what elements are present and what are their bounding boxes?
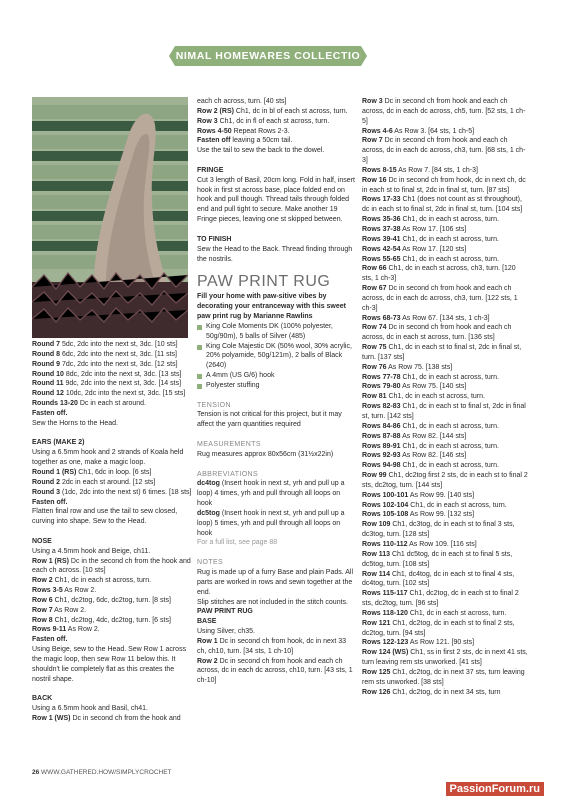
row-text: Ch1, ss in first 2 sts, dc in next 41 sts, turn leaving rem sts unworked. [41 sts] — [362, 649, 528, 667]
row-text: Dc in second ch from hook and each ch across, dc in each dc across, ch5, turn. [52 sts, 1 ch-5] — [362, 98, 526, 125]
instruction-line — [362, 402, 528, 422]
row-text: Dc in second ch from hook and each ch across, dc in each st across, turn. [136 sts] — [362, 324, 512, 342]
row-text: As Row 75. [140 sts] — [400, 383, 467, 391]
instruction-line — [362, 550, 528, 570]
row-text: As Row 7. [84 sts, 1 ch-3] — [396, 166, 478, 174]
instruction-line — [362, 609, 528, 619]
instruction-line — [32, 379, 192, 389]
row-text: Ch1, dc in each st across, turn. — [386, 393, 485, 401]
row-label: Round 2 — [32, 478, 60, 486]
row-text: (1dc, 2dc into the next st) 6 times. [18 sts] — [60, 488, 192, 496]
row-text: Repeat Rows 2-3. — [231, 127, 290, 135]
row-label: Round 11 — [32, 380, 64, 388]
section-banner: ANIMAL HOMEWARES COLLECTION — [175, 46, 361, 66]
instruction-line — [362, 323, 528, 343]
instruction-line — [32, 478, 192, 488]
row-label: Rows 39-41 — [362, 235, 401, 243]
instruction-line — [32, 370, 192, 380]
instruction-line — [362, 225, 528, 235]
row-label: Row 8 — [32, 616, 53, 624]
row-label: Rows 77-78 — [362, 373, 401, 381]
instruction-line — [32, 576, 192, 586]
row-label: Round 3 — [32, 488, 60, 496]
material-item: A 4mm (US G/6) hook — [197, 371, 357, 381]
instruction-line — [32, 360, 192, 370]
row-text: As Row 75. [138 sts] — [386, 363, 453, 371]
instruction-line — [362, 520, 528, 540]
row-label: Rows 84-86 — [362, 422, 401, 430]
row-label: Row 99 — [362, 472, 387, 480]
row-label: Rows 87-88 — [362, 432, 401, 440]
row-label: Rows 94-98 — [362, 462, 401, 470]
row-text: Dc in second ch from the hook and — [70, 715, 181, 723]
row-text: As Row 2. — [66, 626, 100, 634]
row-text: Dc in second ch from hook and each ch across, dc in each dc across, ch3, turn. [122 sts, 1 ch-3] — [362, 285, 518, 312]
row-text: Ch1, dc2tog, dc in next 37 sts, turn leaving rem sts unworked. [38 sts] — [362, 668, 525, 686]
instruction-line — [362, 215, 528, 225]
row-text: Dc in the second ch from the hook and each ch across. [10 sts] — [32, 557, 191, 575]
row-label: Round 8 — [32, 350, 60, 358]
materials-list — [197, 322, 357, 391]
row-label: Row 121 — [362, 619, 391, 627]
row-text: Ch1, dc in each st across, turn. — [400, 442, 499, 450]
row-label: Rows 37-38 — [362, 225, 401, 233]
instruction-line — [362, 638, 528, 648]
row-text: Using a 6.5mm hook and Basil, ch41. — [32, 705, 148, 713]
row-text: Ch1 (does not count as st throughout), dc in each st to final st, 2dc in final st, turn. [104 sts] — [362, 196, 523, 214]
instruction-line — [362, 373, 528, 383]
instruction-line — [362, 195, 528, 215]
row-text: Ch1, dc in each st across, turn. — [400, 216, 499, 224]
instruction-line — [362, 392, 528, 402]
row-label: Row 1 (WS) — [32, 715, 71, 723]
row-text: Ch1, dc in each st across, turn. — [400, 255, 499, 263]
instruction-line — [362, 255, 528, 265]
instruction-line — [362, 314, 528, 324]
row-text: Sew the Head to the Back. Thread finding through the nostrils. — [197, 245, 353, 263]
row-label: Row 3 — [197, 117, 218, 125]
abbr-dc4tog: dc4tog (Insert hook in next st, yrh and pull up a loop) 4 times, yrh and pull through all loops on hook — [197, 480, 345, 508]
row-text: Ch1, dc in each st across, turn. — [408, 501, 507, 509]
row-label: Fasten off. — [32, 498, 68, 506]
row-text: Dc in second ch from hook, dc in next 33 ch, ch10, turn. [34 sts, 1 ch-10] — [197, 637, 347, 655]
row-text: As Row 67. [134 sts, 1 ch-3] — [400, 314, 490, 322]
row-label: Fasten off. — [32, 636, 68, 644]
instruction-line — [362, 264, 528, 284]
row-text: As Row 121. [90 sts] — [408, 639, 475, 647]
instruction-line — [362, 284, 528, 314]
row-label: Row 2 — [32, 577, 53, 585]
row-text: leaving a 50cm tail. — [230, 137, 293, 145]
column-left — [32, 340, 192, 724]
section-heading: EARS (MAKE 2) — [32, 439, 85, 447]
instruction-line — [32, 468, 192, 478]
row-label: Row 67 — [362, 285, 387, 293]
instruction-line — [197, 117, 357, 127]
row-label: Row 7 — [32, 606, 53, 614]
row-text: Flatten final row and use the tail to sew closed, curving into shape. Sew to the Head. — [32, 508, 178, 526]
abbreviations-heading: ABBREVIATIONS — [197, 470, 259, 478]
instruction-line — [362, 176, 528, 196]
instruction-line — [362, 235, 528, 245]
row-label: Rows 4-50 — [197, 127, 232, 135]
instruction-line — [362, 363, 528, 373]
instruction-line — [32, 488, 192, 498]
instruction-line — [197, 127, 357, 137]
abbr-more-link[interactable]: For a full list, see page 88 — [197, 539, 278, 547]
row-label: Rows 68-73 — [362, 314, 401, 322]
row-text: Ch1, dc4tog, dc in each st to final 4 sts, dc4tog, turn. [102 sts] — [362, 570, 515, 588]
row-text: As Row 82. [146 sts] — [400, 452, 467, 460]
instruction-line — [32, 714, 192, 724]
row-text: Ch1, dc in each st across, turn. — [407, 609, 507, 617]
row-text: As Row 3. [64 sts, 1 ch-5] — [392, 127, 475, 135]
column-middle — [197, 97, 357, 686]
instruction-line — [197, 136, 357, 146]
instruction-line — [32, 606, 192, 616]
instruction-line — [32, 616, 192, 626]
instruction-line — [32, 635, 192, 645]
instruction-line — [197, 637, 357, 657]
instruction-line — [362, 166, 528, 176]
row-label: Row 16 — [362, 176, 387, 184]
row-label: Rows 79-80 — [362, 383, 401, 391]
row-text: Ch1, dc in each st to final st, 2dc in final st, turn. [142 sts] — [362, 403, 526, 420]
row-label: Row 81 — [362, 393, 387, 401]
row-text: Ch1, dc in each st to final st, 2dc in final st, turn. [137 sts] — [362, 344, 522, 361]
row-label: Row 1 — [197, 637, 218, 645]
instruction-line — [32, 399, 192, 409]
back-instructions — [197, 97, 357, 264]
base-heading: BASE — [197, 618, 217, 626]
instruction-line — [32, 340, 192, 350]
instruction-line — [362, 688, 528, 698]
row-text: Ch1, dc in each st across, ch3, turn. [120 sts, 1 ch-3] — [362, 265, 516, 283]
row-label: Round 7 — [32, 341, 60, 348]
row-label: Rows 105-108 — [362, 511, 409, 519]
section-heading: NOSE — [32, 537, 52, 545]
abbr-dc5tog: dc5tog (Insert hook in next st, yrh and pull up a loop) 5 times, yrh and pull through all loops on hook — [197, 509, 345, 537]
row-label: Fasten off. — [32, 409, 68, 417]
instruction-line — [362, 442, 528, 452]
instruction-line — [362, 501, 528, 511]
row-label: Rows 35-36 — [362, 216, 401, 224]
row-text: Ch1 dc5tog, dc in each st to final 5 sts, dc5tog, turn. [108 sts] — [362, 550, 513, 568]
row-label: Row 3 — [362, 98, 383, 105]
row-label: Row 109 — [362, 521, 391, 529]
instruction-line — [362, 97, 528, 127]
row-label: Row 2 (RS) — [197, 107, 234, 115]
instruction-line — [362, 668, 528, 688]
row-text: Ch1, dc2tog, dc in each st to final 2 sts, dc2tog, turn. [96 sts] — [362, 590, 519, 608]
row-text: 8dc, 2dc into the next st, 3dc. [13 sts] — [63, 370, 182, 378]
section-heading: FRINGE — [197, 166, 224, 174]
row-label: Rows 100-101 — [362, 491, 409, 499]
row-label: Rows 8-15 — [362, 166, 397, 174]
row-text: Ch1, dc2tog, 4dc, dc2tog, turn. [6 sts] — [52, 616, 171, 624]
row-text: Ch1, dc in each st across, turn. — [400, 235, 499, 243]
row-text: Dc in second ch from hook, dc in next ch, dc in each st to final st, 2dc in final st, turn. [87 sts] — [362, 176, 526, 194]
base-using: Using Silver, ch35. — [197, 628, 255, 636]
row-label: Round 9 — [32, 360, 60, 368]
row-text: As Row 99. [140 sts] — [408, 491, 475, 499]
row-label: Rows 3-5 — [32, 587, 63, 595]
material-item: King Cole Moments DK (100% polyester, 50g/90m), 5 balls of Silver (485) — [197, 322, 357, 342]
row-label: Rounds 13-20 — [32, 400, 78, 408]
instruction-line — [32, 389, 192, 399]
row-text: Ch1, dc in each st across, turn. — [400, 422, 499, 430]
instruction-line — [32, 498, 192, 508]
row-text: Dc in each st around. — [77, 400, 146, 408]
row-label: Row 113 — [362, 550, 391, 558]
row-text: As Row 109. [116 sts] — [407, 540, 477, 548]
measurements-text: Rug measures approx 80x56cm (31½x22in) — [197, 450, 334, 458]
row-label: Rows 89-91 — [362, 442, 401, 450]
notes-heading: NOTES — [197, 559, 224, 567]
row-text: Use the tail to sew the back to the dowel. — [197, 147, 325, 155]
instruction-line — [362, 451, 528, 461]
instruction-line — [362, 432, 528, 442]
row-label: Row 114 — [362, 570, 391, 578]
row-text: Using a 4.5mm hook and Beige, ch11. — [32, 547, 151, 555]
row-label: Rows 82-83 — [362, 403, 401, 411]
row-label: Rows 17-33 — [362, 196, 401, 204]
watermark: PassionForum.ru — [446, 782, 544, 796]
notes-2: Slip stitches are not included in the stitch counts. — [197, 598, 348, 606]
row-text: 7dc, 2dc into the next st, 3dc. [12 sts] — [60, 360, 178, 368]
row-text: Ch1, dc3tog, dc in each st to final 3 sts, dc3tog, turn. [128 sts] — [362, 521, 515, 539]
row-label: Row 66 — [362, 265, 387, 273]
row-label: Row 75 — [362, 344, 387, 352]
instruction-line — [362, 471, 528, 491]
instruction-line — [362, 510, 528, 520]
instruction-line — [197, 97, 357, 107]
instruction-line — [197, 107, 357, 117]
instruction-line — [362, 619, 528, 639]
row-label: Row 2 — [197, 657, 218, 665]
instruction-line — [362, 343, 528, 363]
row-text: As Row 17. [106 sts] — [400, 225, 467, 233]
row-label: Rows 122-123 — [362, 639, 409, 647]
row-label: Row 124 (WS) — [362, 649, 409, 657]
instruction-line — [32, 409, 192, 419]
instruction-line — [32, 547, 192, 557]
row-label: Rows 4-6 — [362, 127, 393, 135]
instruction-line — [362, 461, 528, 471]
instruction-line — [32, 586, 192, 596]
instruction-line — [32, 448, 192, 468]
row-text: Using Beige, sew to the Head. Sew Row 1 across the magic loop, then sew Row 11 below this. It shouldn't lie completely flat as this creates the nostril shape. — [32, 646, 187, 683]
tension-heading: TENSION — [197, 401, 231, 409]
material-item: Polyester stuffing — [197, 381, 357, 391]
row-text: 10dc, 2dc into the next st, 3dc. [15 sts] — [63, 390, 186, 398]
row-label: Rows 9-11 — [32, 626, 67, 634]
row-text: Dc in second ch from hook and each ch across, dc in each dc across, ch3, turn. [68 sts, 1 ch-3] — [362, 137, 526, 165]
instruction-line — [362, 245, 528, 255]
row-label: Round 10 — [32, 370, 64, 378]
instruction-line — [362, 422, 528, 432]
row-text: 2dc in each st around. [12 sts] — [60, 478, 156, 486]
instruction-line — [197, 657, 357, 687]
footer-url[interactable]: WWW.GATHERED.HOW/SIMPLYCROCHET — [41, 769, 172, 776]
row-text: As Row 82. [144 sts] — [400, 432, 467, 440]
rug-title: PAW PRINT RUG — [197, 273, 331, 291]
instruction-line — [362, 127, 528, 137]
instruction-line — [32, 557, 192, 577]
row-label: Rows 110-112 — [362, 540, 408, 548]
row-text: Ch1, dc in each st across, turn. — [400, 373, 499, 381]
section-heading: TO FINISH — [197, 235, 232, 243]
instruction-line — [362, 540, 528, 550]
row-label: Rows 92-93 — [362, 452, 401, 460]
instruction-line — [32, 596, 192, 606]
row-label: Rows 42-54 — [362, 245, 401, 253]
row-text: Ch1, dc in fl of each st across, turn. — [217, 117, 330, 125]
row-label: Row 126 — [362, 688, 391, 696]
crochet-horn-photo — [32, 97, 188, 338]
row-text: As Row 99. [132 sts] — [408, 511, 475, 519]
rug-intro: Fill your home with paw-sitive vibes by decorating your entranceway with this sweet paw print rug by Marianne Rawlins — [197, 293, 346, 321]
instruction-line — [197, 146, 357, 156]
row-text: each ch across, turn. [40 sts] — [197, 98, 287, 105]
row-text: Ch1, dc2tog first 2 sts, dc in each st to final 2 sts, dc2tog, turn. [144 sts] — [362, 472, 528, 489]
material-item: King Cole Majestic DK (50% wool, 30% acrylic, 20% polyamide, 50g/121m), 2 balls of Black (2640) — [197, 342, 357, 372]
tension-text: Tension is not critical for this project, but it may affect the yarn quantities required — [197, 411, 342, 429]
row-label: Rows 102-104 — [362, 501, 409, 509]
row-text: Ch1, dc in bl of each st across, turn. — [233, 107, 348, 115]
instruction-line — [362, 382, 528, 392]
row-text: Dc in second ch from hook and each ch across, dc in each dc across, ch10, turn. [43 sts, 1 ch-10] — [197, 657, 353, 685]
row-label: Row 7 — [362, 137, 383, 145]
instruction-line — [362, 136, 528, 166]
instruction-line — [362, 648, 528, 668]
column-right — [362, 97, 528, 697]
row-text: Sew the Horns to the Head. — [32, 419, 118, 427]
rug-subheading: PAW PRINT RUG — [197, 608, 253, 616]
instruction-line — [32, 625, 192, 635]
row-text: Ch1, 6dc in loop. [6 sts] — [76, 468, 152, 476]
instruction-line — [32, 645, 192, 684]
row-label: Round 12 — [32, 390, 64, 398]
row-text: Ch1, dc in each st across, turn. — [400, 462, 499, 470]
page-footer — [32, 769, 172, 776]
row-label: Rows 118-120 — [362, 609, 408, 617]
horn-illustration — [32, 97, 188, 338]
row-label: Rows 115-117 — [362, 590, 408, 598]
instruction-line — [197, 245, 357, 265]
row-label: Row 76 — [362, 363, 387, 371]
row-text: As Row 2. — [62, 587, 97, 595]
instruction-line — [362, 570, 528, 590]
notes-1: Rug is made up of a furry Base and plain Pads. All parts are worked in rows and sewn together at the end. — [197, 568, 354, 596]
row-text: Ch1, dc in each st across, turn. — [52, 577, 152, 585]
section-heading: BACK — [32, 695, 53, 703]
row-label: Round 1 (RS) — [32, 468, 77, 476]
row-text: As Row 17. [120 sts] — [400, 245, 467, 253]
row-label: Row 125 — [362, 668, 391, 676]
row-text: Using a 6.5mm hook and 2 strands of Koala held together as one, make a magic loop. — [32, 449, 184, 467]
row-label: Row 74 — [362, 324, 387, 332]
instruction-line — [197, 176, 357, 225]
row-label: Row 6 — [32, 596, 53, 604]
row-text: Cut 3 length of Basil, 20cm long. Fold in half, insert hook in first st across base, place folded end on hook and pull though. Thread tails through folded end and pull tight to secure. Make another 19 Fringe pieces, leaving one st skipped between. — [197, 176, 355, 224]
row-text: 9dc, 2dc into the next st, 3dc. [14 sts] — [63, 380, 182, 388]
instruction-line — [32, 507, 192, 527]
row-label: Rows 55-65 — [362, 255, 401, 263]
instruction-line — [362, 491, 528, 501]
row-text: Ch1, dc2tog, dc in next 34 sts, turn — [390, 688, 501, 696]
instruction-line — [362, 589, 528, 609]
row-label: Fasten off — [197, 137, 231, 145]
page-number: 26 — [32, 769, 40, 776]
measurements-heading: MEASUREMENTS — [197, 441, 261, 448]
row-text: Ch1, dc2tog, dc in each st to final 2 sts, dc2tog, turn. [94 sts] — [362, 619, 515, 637]
row-label: Row 1 (RS) — [32, 557, 69, 565]
row-text: 6dc, 2dc into the next st, 3dc. [11 sts] — [60, 350, 177, 358]
row-text: 5dc, 2dc into the next st, 3dc. [10 sts] — [60, 341, 178, 348]
row-text: As Row 2. — [52, 606, 87, 614]
instruction-line — [32, 419, 192, 429]
instruction-line — [32, 350, 192, 360]
instruction-line — [32, 704, 192, 714]
row-text: Ch1, dc2tog, 6dc, dc2tog, turn. [8 sts] — [52, 596, 171, 604]
base-rows — [197, 637, 357, 686]
